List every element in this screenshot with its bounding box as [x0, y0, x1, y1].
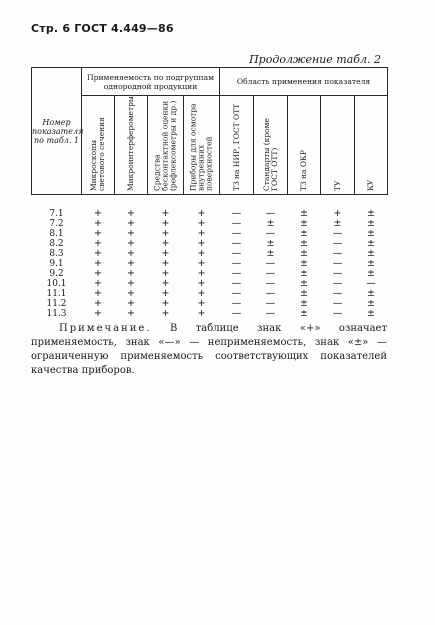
table-cell: — — [332, 258, 343, 269]
column-header: Микроскопы светового сечения — [82, 96, 115, 195]
table-cell: ± — [300, 258, 309, 269]
note-text: В таблице знак «+» означает применяемость, знак «—» — неприменяемость, знак «±» — ограниченную применяемость соответствующих показателей качества приборов. — [31, 323, 388, 376]
row-code: 8.1 — [49, 229, 64, 239]
table-cell: + — [197, 268, 206, 279]
table-cell: + — [161, 258, 170, 269]
table-cell: ± — [300, 208, 309, 219]
table-cell: ± — [367, 208, 376, 219]
table-cell: + — [127, 248, 135, 259]
table-cell: + — [127, 278, 135, 289]
table-cell: — — [231, 268, 242, 279]
table-cell: + — [161, 238, 170, 249]
table-cell: ± — [333, 218, 342, 229]
table-cell: — — [265, 258, 276, 269]
table-cell: — — [231, 238, 242, 249]
table-cell: + — [161, 248, 170, 259]
table-cell: + — [127, 268, 135, 279]
table-cell: — — [231, 218, 242, 229]
table-cell: + — [94, 258, 102, 269]
table-cell: + — [333, 208, 342, 219]
column-header: ТУ — [321, 96, 355, 195]
table-cell: + — [197, 298, 206, 309]
table-cell: — — [332, 308, 343, 319]
table-cell: + — [94, 268, 102, 279]
table-cell: + — [197, 308, 206, 319]
table-cell: — — [265, 278, 276, 289]
table-cell: — — [366, 278, 376, 289]
table-cell: + — [94, 228, 102, 239]
table-cell: ± — [367, 238, 376, 249]
table-cell: + — [197, 258, 206, 269]
column-header: КУ — [355, 96, 388, 195]
table-cell: + — [127, 308, 135, 319]
table-cell: + — [161, 228, 170, 239]
table-cell: — — [231, 228, 242, 239]
table-row — [32, 309, 388, 319]
table-cell: — — [332, 278, 343, 289]
table-cell: — — [332, 298, 343, 309]
table-cell: ± — [300, 278, 309, 289]
table-cell: ± — [300, 228, 309, 239]
row-code: 7.1 — [49, 209, 64, 219]
applicability-table — [31, 67, 388, 319]
row-code: 11.1 — [46, 289, 67, 299]
table-cell: ± — [367, 268, 376, 279]
row-code: 9.2 — [49, 269, 64, 279]
table-cell: ± — [367, 228, 376, 239]
row-code: 8.3 — [49, 249, 64, 259]
table-cell: + — [161, 278, 170, 289]
page-header: Стр. 6 ГОСТ 4.449—86 — [31, 22, 174, 35]
table-cell: + — [94, 208, 102, 219]
table-cell: + — [197, 218, 206, 229]
table-cell: — — [265, 298, 276, 309]
table-cell: — — [231, 288, 242, 299]
column-header: ТЗ на ОКР — [288, 96, 321, 195]
table-cell: ± — [300, 268, 309, 279]
table-cell: + — [127, 258, 135, 269]
column-header: Стандарты (кроме ГОСТ ОТТ) — [254, 96, 288, 195]
row-code: 8.2 — [49, 239, 64, 249]
table-cell: ± — [367, 308, 376, 319]
table-continuation-label: Продолжение табл. 2 — [249, 53, 381, 66]
column-header: Средства бесконтактной оценки (рефлексометры и др.) — [148, 96, 184, 195]
table-cell: — — [231, 248, 242, 259]
table-body — [32, 195, 388, 320]
table-cell: — — [265, 288, 276, 299]
table-cell: ± — [300, 298, 309, 309]
table-cell: + — [94, 308, 102, 319]
table-cell: ± — [367, 218, 376, 229]
table-cell: ± — [367, 258, 376, 269]
table-cell: — — [231, 208, 242, 219]
table-cell: + — [197, 238, 206, 249]
table-cell: ± — [266, 238, 275, 249]
table-cell: — — [231, 278, 242, 289]
table-cell: + — [94, 278, 102, 289]
row-number-header: Номер показателя по табл. 1 — [32, 68, 82, 195]
group-header-subgroups: Применяемость по подгруппам однородной продукции — [82, 68, 220, 96]
table-cell: + — [197, 228, 206, 239]
table-cell: + — [94, 288, 102, 299]
row-code: 10.1 — [46, 279, 67, 289]
table-cell: ± — [367, 298, 376, 309]
row-code: 11.2 — [46, 299, 67, 309]
table-row — [32, 195, 388, 220]
table-cell: — — [265, 268, 276, 279]
table-cell: ± — [367, 248, 376, 259]
table-cell: ± — [300, 288, 309, 299]
table-cell: + — [127, 288, 135, 299]
table-cell: ± — [266, 248, 275, 259]
table-cell: ± — [300, 248, 309, 259]
table-cell: + — [161, 308, 170, 319]
column-header: ТЗ на НИР, ГОСТ ОТТ — [220, 96, 254, 195]
table-cell: — — [265, 228, 276, 239]
table-cell: + — [94, 298, 102, 309]
table-cell: + — [161, 218, 170, 229]
table-cell: — — [231, 298, 242, 309]
table-cell: — — [332, 238, 343, 249]
table-cell: — — [332, 268, 343, 279]
row-code: 7.2 — [49, 219, 64, 229]
table-cell: ± — [300, 238, 309, 249]
table-cell: + — [161, 268, 170, 279]
table-cell: + — [127, 208, 135, 219]
table-cell: + — [127, 238, 135, 249]
column-header: Микроинтерферометры — [115, 96, 148, 195]
table-cell: — — [231, 258, 242, 269]
table-cell: ± — [300, 218, 309, 229]
row-code: 9.1 — [49, 259, 64, 269]
table-cell: + — [94, 218, 102, 229]
table-cell: + — [127, 218, 135, 229]
row-code: 11.3 — [46, 309, 67, 319]
table-cell: + — [94, 248, 102, 259]
table-note — [31, 322, 387, 378]
table-cell: + — [161, 288, 170, 299]
note-label: Примечание. — [59, 323, 152, 334]
table-cell: — — [265, 308, 276, 319]
table-cell: + — [197, 248, 206, 259]
table-cell: — — [265, 208, 276, 219]
table-cell: — — [332, 228, 343, 239]
table-cell: ± — [266, 218, 275, 229]
table-cell: + — [161, 298, 170, 309]
column-header: Приборы для осмотра внутренних поверхностей — [184, 96, 220, 195]
table-cell: + — [127, 228, 135, 239]
table-cell: + — [197, 278, 206, 289]
table-cell: + — [197, 288, 206, 299]
table-cell: + — [197, 208, 206, 219]
table-cell: + — [127, 298, 135, 309]
table-cell: + — [94, 238, 102, 249]
table-cell: + — [161, 208, 170, 219]
table-cell: ± — [367, 288, 376, 299]
table-cell: — — [332, 248, 343, 259]
table-cell: — — [231, 308, 242, 319]
table-cell: ± — [300, 308, 309, 319]
group-header-application-area: Область применения показателя — [220, 68, 388, 96]
table-cell: — — [332, 288, 343, 299]
